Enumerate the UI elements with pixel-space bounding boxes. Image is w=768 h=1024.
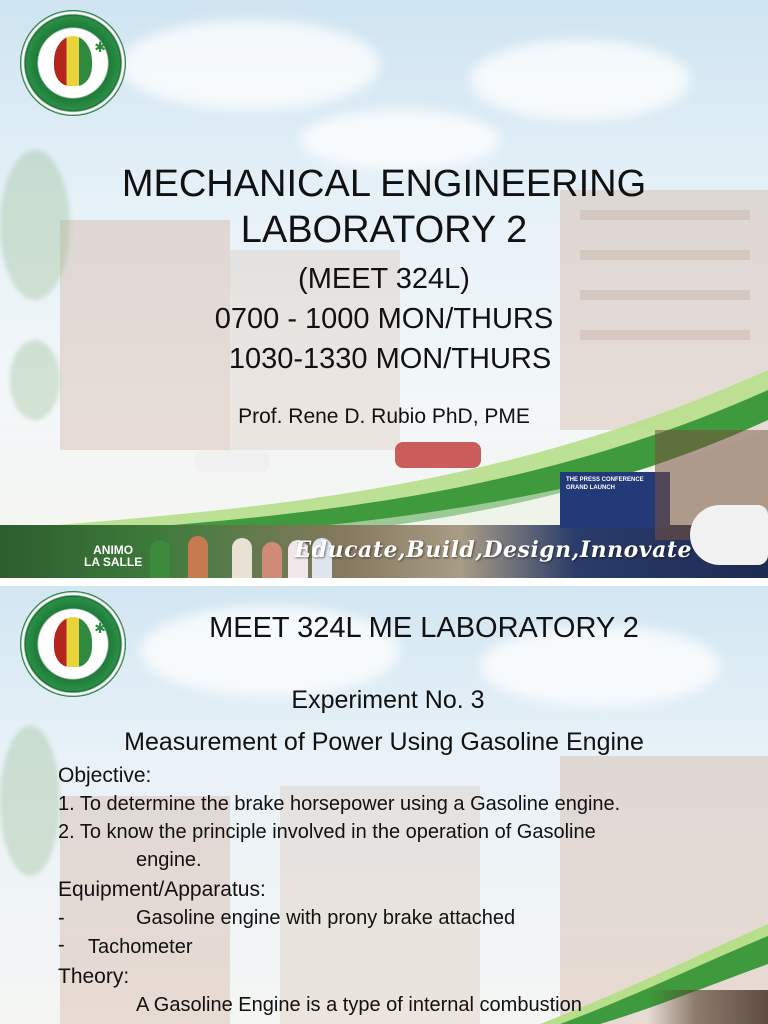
animo-la-salle-logo	[84, 544, 142, 568]
objective-item-2-continued: engine.	[136, 849, 202, 871]
press-conference-banner-text: THE PRESS CONFERENCE GRAND LAUNCH	[566, 477, 644, 491]
equipment-bullet: -	[58, 907, 65, 929]
schedule-line1: 0700 - 1000 MON/THURS	[214, 303, 554, 335]
theory-heading: Theory:	[58, 965, 130, 988]
experiment-title: Measurement of Power Using Gasoline Engine	[124, 728, 644, 756]
theory-text: A Gasoline Engine is a type of internal combustion	[136, 994, 582, 1016]
experiment-number: Experiment No. 3	[291, 686, 485, 714]
objective-item-2: 2. To know the principle involved in the operation of Gasoline	[58, 821, 596, 843]
students-group-photo	[648, 990, 768, 1024]
slide-title-line1: MECHANICAL ENGINEERING	[121, 163, 647, 205]
equipment-item-1: Gasoline engine with prony brake attached	[136, 907, 516, 929]
objective-item-1: 1. To determine the brake horsepower using a Gasoline engine.	[58, 793, 621, 815]
animo-logo-line1: ANIMO	[93, 543, 134, 557]
equipment-bullet: -	[58, 934, 65, 956]
student-photo	[262, 542, 282, 578]
student-photo	[188, 536, 208, 578]
cloud-decoration	[470, 40, 690, 120]
slide-header: MEET 324L ME LABORATORY 2	[209, 612, 639, 644]
eco-car-photo	[690, 505, 768, 565]
cloud-decoration	[300, 110, 500, 170]
experiment-slide	[0, 586, 768, 1024]
professor-name: Prof. Rene D. Rubio PhD, PME	[238, 405, 530, 428]
objective-heading: Objective:	[58, 764, 152, 787]
student-photo	[232, 538, 252, 578]
slide-title-line2: LABORATORY 2	[240, 209, 528, 251]
star-icon: ✱	[94, 621, 106, 637]
schedule-line2: 1030-1330 MON/THURS	[228, 343, 552, 375]
course-code: (MEET 324L)	[298, 263, 470, 295]
student-photo	[150, 540, 170, 578]
flame-emblem-icon	[54, 36, 92, 86]
university-seal-icon	[20, 10, 126, 116]
animo-logo-line2: LA SALLE	[84, 555, 143, 569]
star-icon: ✱	[94, 40, 106, 56]
cloud-decoration	[120, 20, 380, 110]
equipment-item-2: Tachometer	[88, 936, 193, 958]
equipment-heading: Equipment/Apparatus:	[58, 878, 266, 901]
tagline: Educate,Build,Design,Innovate	[294, 537, 692, 563]
